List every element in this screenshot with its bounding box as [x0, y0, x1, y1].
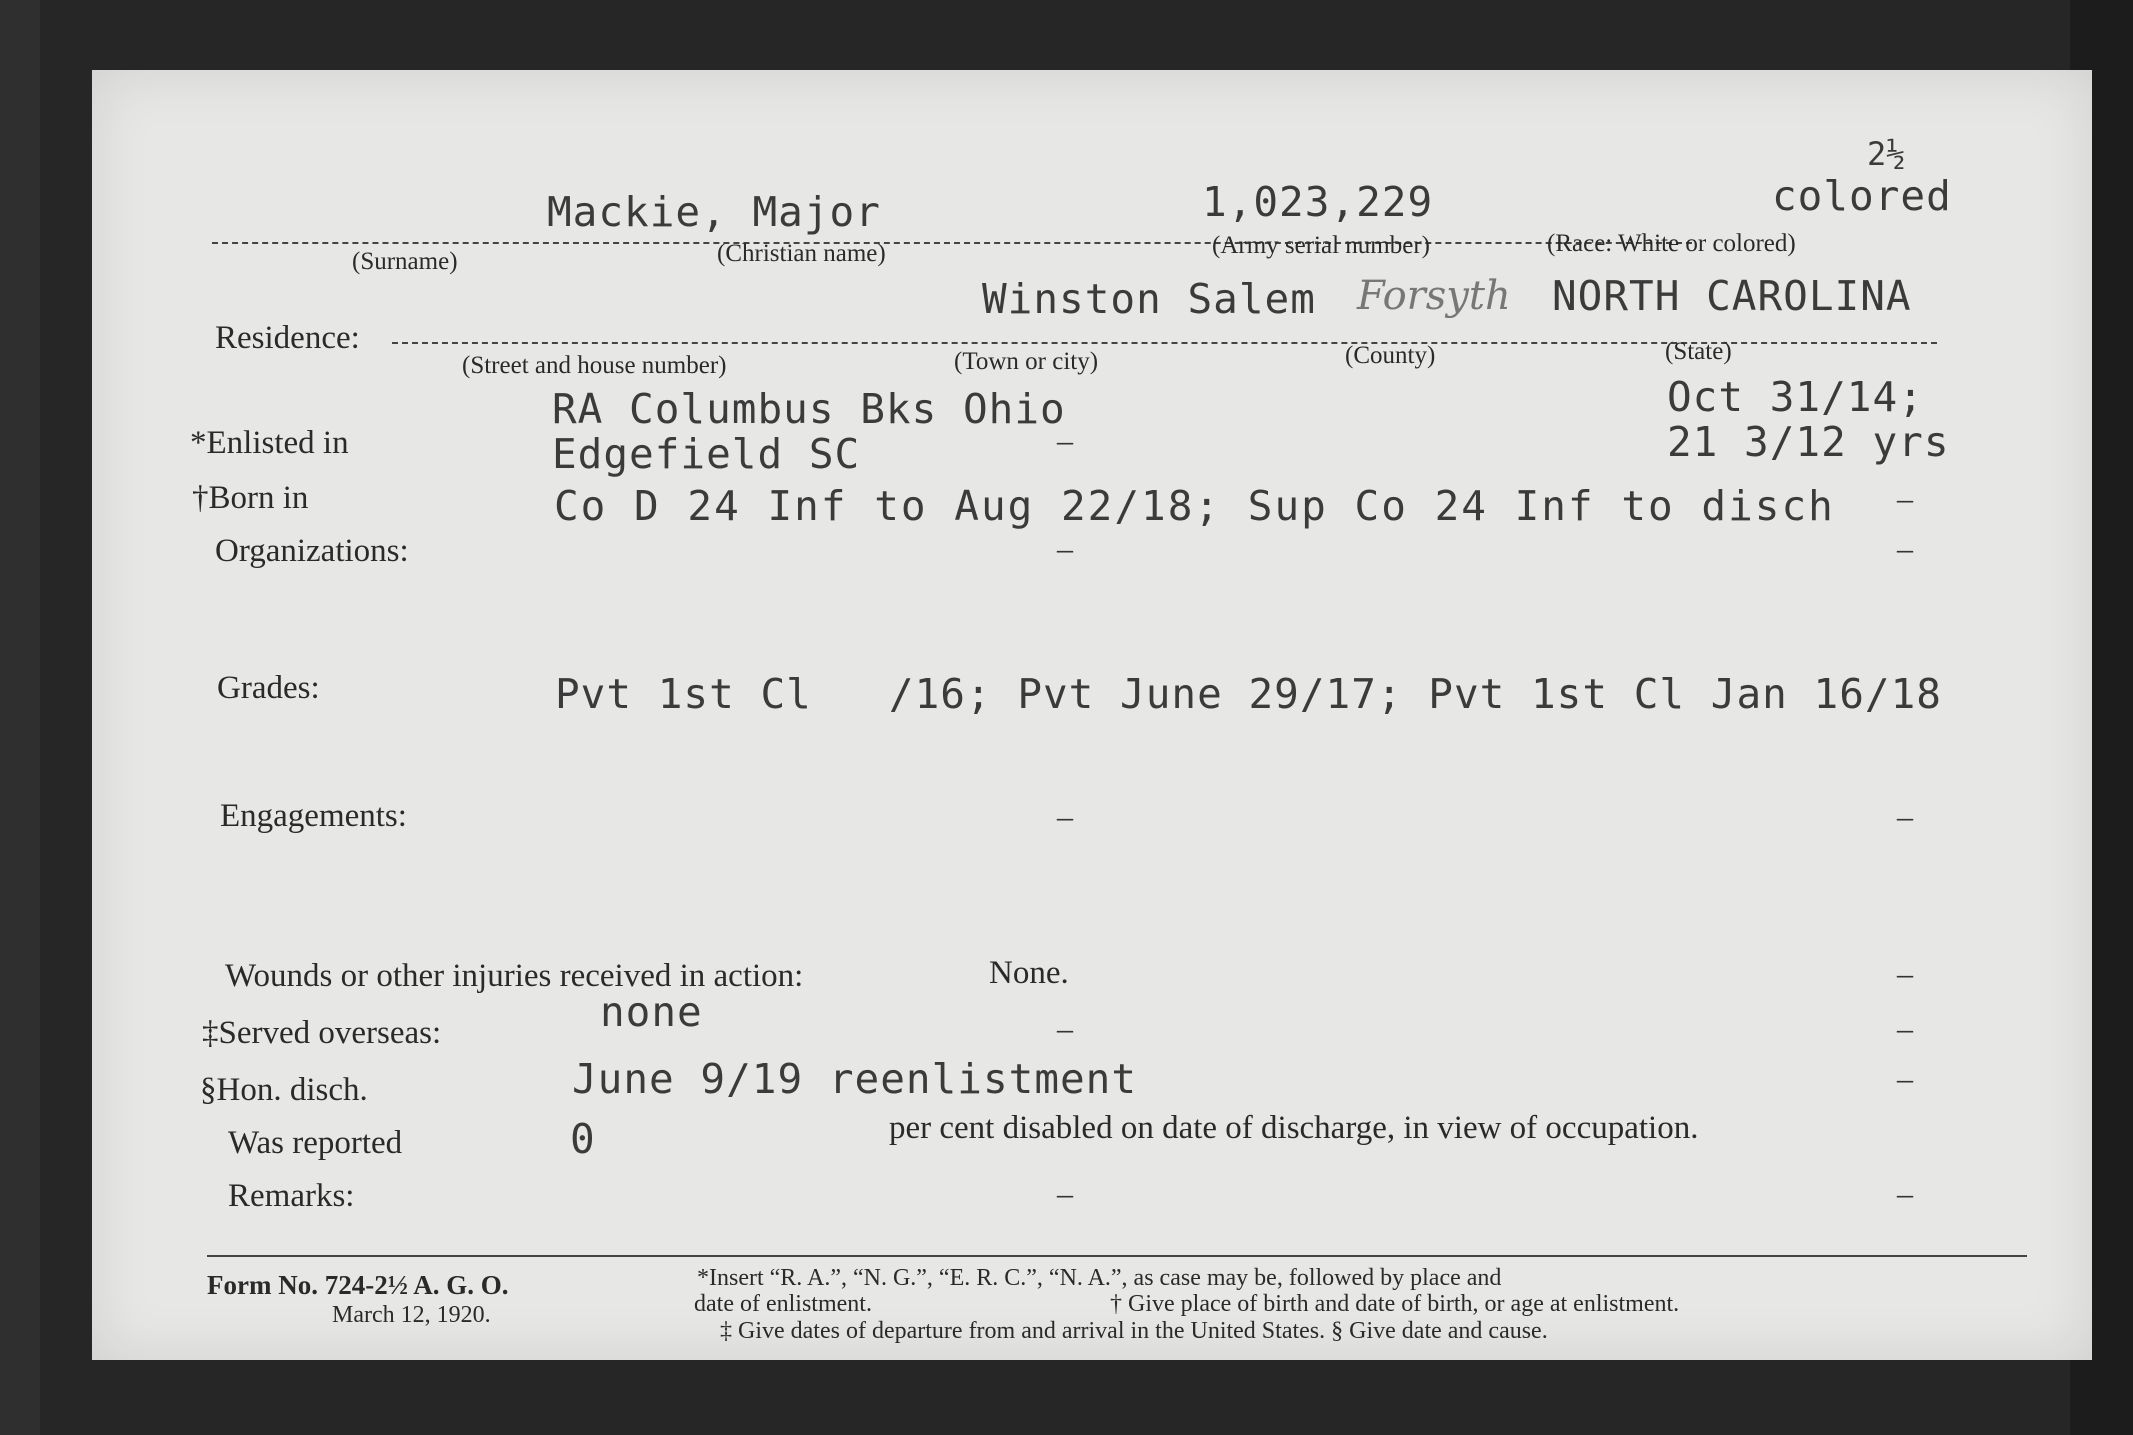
dash-mark: – [1897, 798, 1913, 834]
hon-disch-label [200, 1072, 368, 1109]
enlisted-label [190, 425, 349, 462]
street-caption: (Street and house number) [462, 352, 727, 379]
footnote-line-2a: date of enlistment. [694, 1291, 872, 1317]
race-caption: (Race: White or colored) [1547, 230, 1796, 257]
form-number: Form No. 724-2½ A. G. O. [207, 1270, 509, 1300]
footer-rule [207, 1255, 2027, 1257]
overseas-value: none [600, 988, 703, 1036]
serial-caption: (Army serial number) [1212, 232, 1430, 259]
dash-mark: – [1897, 1060, 1913, 1096]
dash-mark: – [1057, 530, 1073, 566]
dash-mark: – [1057, 1175, 1073, 1211]
dash-mark: – [1057, 798, 1073, 834]
section-mark: § [200, 1072, 217, 1108]
race-value: colored [1772, 172, 1952, 220]
town-caption: (Town or city) [954, 348, 1099, 375]
dash-mark: – [1897, 480, 1913, 516]
remarks-label: Remarks: [228, 1178, 355, 1214]
county-caption: (County) [1345, 342, 1436, 369]
overseas-label-text: Served overseas: [218, 1015, 442, 1051]
born-label-text: Born in [208, 480, 309, 516]
surname-value: Mackie, Major [547, 188, 881, 236]
residence-town: Winston Salem [982, 275, 1316, 323]
header-line [212, 242, 1692, 244]
wounds-label: Wounds or other injuries received in action: [225, 958, 804, 994]
residence-label: Residence: [215, 320, 360, 356]
hon-disch-label-text: Hon. disch. [216, 1072, 368, 1108]
dash-mark: – [1897, 530, 1913, 566]
grades-label: Grades: [217, 670, 320, 706]
dash-mark: – [1897, 1175, 1913, 1211]
fraction-mark: 2½ [1867, 135, 1906, 173]
footnote-line-1: *Insert “R. A.”, “N. G.”, “E. R. C.”, “N. A.”, as case may be, followed by place and [697, 1265, 1502, 1291]
organizations-label: Organizations: [215, 533, 409, 569]
reported-value: 0 [570, 1115, 596, 1163]
wounds-value: None. [989, 955, 1069, 991]
organizations-value: Co D 24 Inf to Aug 22/18; Sup Co 24 Inf to disch [554, 482, 1835, 530]
grades-value: Pvt 1st Cl /16; Pvt June 29/17; Pvt 1st Cl Jan 16/18 [555, 670, 1942, 718]
christian-caption: (Christian name) [717, 240, 886, 267]
state-caption: (State) [1665, 338, 1732, 365]
footnote-line-2b: † Give place of birth and date of birth, or age at enlistment. [1110, 1291, 1680, 1317]
enlisted-label-text: Enlisted in [206, 425, 349, 461]
dash-mark: – [1057, 1010, 1073, 1046]
born-label [192, 480, 308, 517]
footnote-line-3: ‡ Give dates of departure from and arrival in the United States. § Give date and cause. [720, 1318, 1548, 1344]
enlisted-date: Oct 31/14; [1667, 373, 1924, 421]
asterisk-mark: * [190, 425, 207, 461]
reported-label: Was reported [228, 1125, 403, 1161]
form-date: March 12, 1920. [332, 1302, 491, 1328]
overseas-label [202, 1015, 441, 1052]
dash-mark: – [1897, 1010, 1913, 1046]
service-record-card [92, 70, 2092, 1360]
dash-mark: – [1057, 422, 1073, 458]
double-dagger-mark: ‡ [202, 1015, 219, 1051]
born-age: 21 3/12 yrs [1667, 418, 1950, 466]
engagements-label: Engagements: [220, 798, 407, 834]
enlisted-value: RA Columbus Bks Ohio [552, 385, 1066, 433]
reported-suffix: per cent disabled on date of discharge, in view of occupation. [889, 1110, 1699, 1146]
dash-mark: – [1897, 955, 1913, 991]
scan-left-edge [0, 0, 40, 1435]
surname-caption: (Surname) [352, 248, 458, 275]
dagger-mark: † [192, 480, 209, 516]
serial-value: 1,023,229 [1202, 178, 1434, 226]
hon-disch-value: June 9/19 reenlistment [572, 1055, 1138, 1103]
residence-county: Forsyth [1357, 273, 1511, 319]
born-value: Edgefield SC [552, 430, 861, 478]
residence-state: NORTH CAROLINA [1552, 272, 1912, 320]
